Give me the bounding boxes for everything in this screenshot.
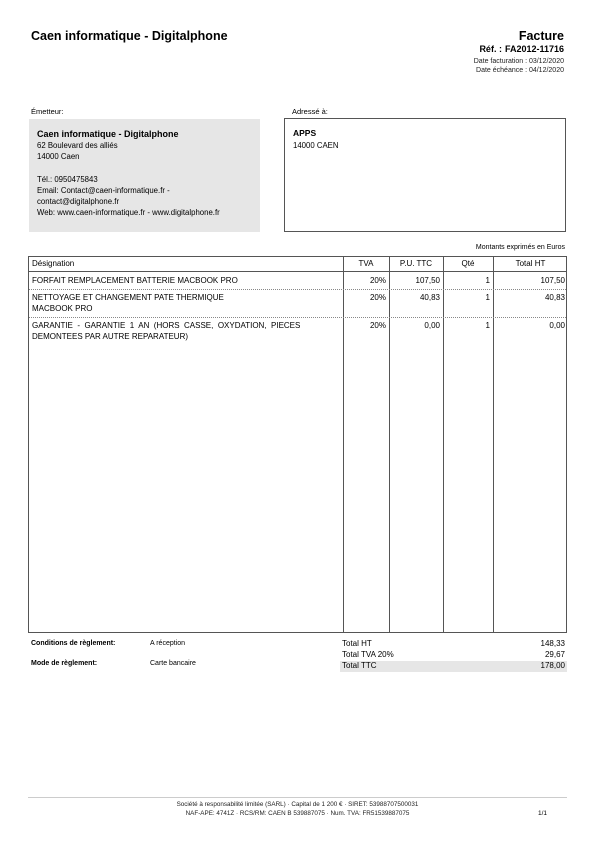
row-total-ht: 107,50 (540, 276, 565, 285)
row-total-ht: 0,00 (549, 321, 565, 330)
total-tva-row (340, 650, 567, 661)
row-separator (29, 289, 566, 290)
row-tva: 20% (369, 293, 386, 302)
column-divider (389, 257, 390, 632)
billing-date: Date facturation : 03/12/2020 (473, 58, 564, 65)
header-tva: TVA (358, 259, 374, 268)
currency-note: Montants exprimés en Euros (475, 244, 565, 251)
invoice-reference (479, 44, 564, 54)
row-unit-price: 0,00 (424, 321, 440, 330)
total-ht-value: 148,33 (540, 639, 565, 648)
row-designation-continued: MACBOOK PRO (32, 304, 93, 313)
recipient-label: Adressé à: (292, 107, 328, 116)
emitter-phone: Tél.: 0950475843 (37, 175, 98, 184)
column-divider (343, 257, 344, 632)
row-unit-price: 40,83 (419, 293, 440, 302)
total-tva-label: Total TVA 20% (342, 650, 394, 659)
document-title: Facture (518, 29, 564, 43)
row-total-ht: 40,83 (544, 293, 565, 302)
total-ht-row (340, 639, 567, 650)
payment-mode-label: Mode de règlement: (31, 660, 98, 667)
total-ht-label: Total HT (342, 639, 372, 648)
row-designation-continued: DEMONTEES PAR AUTRE REPARATEUR) (32, 332, 189, 341)
total-tva-value: 29,67 (544, 650, 565, 659)
row-designation: GARANTIE - GARANTIE 1 AN (HORS CASSE, OXYDATION, PIECES (32, 321, 301, 330)
row-quantity: 1 (485, 293, 490, 302)
row-tva: 20% (369, 321, 386, 330)
row-quantity: 1 (485, 321, 490, 330)
emitter-city: 14000 Caen (37, 152, 80, 161)
emitter-address: 62 Boulevard des alliés (37, 141, 118, 150)
header-divider (29, 271, 566, 272)
legal-info-line2: NAF-APE: 4741Z · RCS/RM: CAEN B 539887075 · Num. TVA: FR51539887075 (185, 810, 410, 817)
emitter-email-secondary: contact@digitalphone.fr (37, 197, 120, 206)
totals-block (340, 639, 567, 673)
company-title: Caen informatique - Digitalphone (31, 29, 228, 43)
reference-value: FA2012-11716 (504, 44, 564, 54)
emitter-box (29, 119, 260, 232)
row-separator (29, 317, 566, 318)
emitter-label: Émetteur: (31, 107, 64, 116)
payment-conditions-value: A réception (150, 640, 186, 647)
due-date: Date échéance : 04/12/2020 (476, 67, 564, 74)
reference-label: Réf. : (479, 44, 502, 54)
recipient-name: APPS (293, 128, 317, 138)
header-unit-price: P.U. TTC (399, 259, 433, 268)
row-designation: FORFAIT REMPLACEMENT BATTERIE MACBOOK PRO (32, 276, 238, 285)
column-divider (493, 257, 494, 632)
emitter-email: Email: Contact@caen-informatique.fr - (37, 186, 170, 195)
emitter-name: Caen informatique - Digitalphone (37, 129, 179, 139)
row-unit-price: 107,50 (415, 276, 440, 285)
total-ttc-value: 178,00 (540, 661, 565, 670)
payment-mode-value: Carte bancaire (150, 660, 196, 667)
row-quantity: 1 (485, 276, 490, 285)
row-designation: NETTOYAGE ET CHANGEMENT PATE THERMIQUE (32, 293, 224, 302)
row-tva: 20% (369, 276, 386, 285)
header-quantity: Qté (461, 259, 475, 268)
recipient-city: 14000 CAEN (293, 141, 339, 150)
emitter-website: Web: www.caen-informatique.fr - www.digitalphone.fr (37, 208, 220, 217)
page-number: 1/1 (537, 810, 547, 817)
items-table (28, 256, 567, 633)
legal-info-line1: Société à responsabilité limitée (SARL) · Capital de 1 200 € · SIRET: 53988707500031 (176, 801, 419, 808)
header-total-ht: Total HT (515, 259, 546, 268)
recipient-box (284, 118, 566, 232)
header-designation: Désignation (32, 259, 75, 268)
footer-divider (28, 797, 567, 798)
total-ttc-row (340, 661, 567, 672)
column-divider (443, 257, 444, 632)
payment-conditions-label: Conditions de règlement: (31, 640, 116, 647)
total-ttc-label: Total TTC (342, 661, 377, 670)
